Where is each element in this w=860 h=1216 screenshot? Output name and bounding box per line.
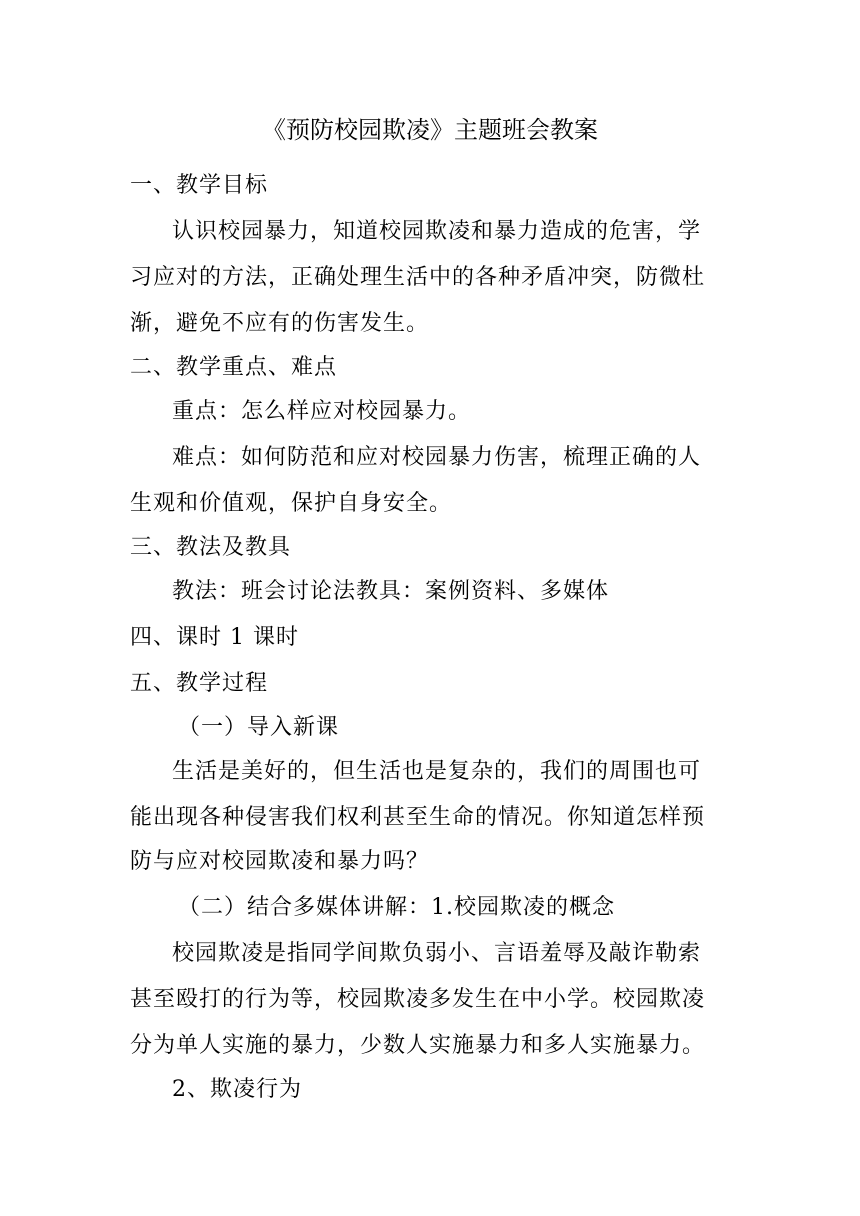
- paragraph-line: 能出现各种侵害我们权利甚至生命的情况。你知道怎样预: [130, 805, 706, 830]
- paragraph-line: 生活是美好的，但生活也是复杂的，我们的周围也可: [172, 759, 702, 784]
- paragraph-line: 认识校园暴力，知道校园欺凌和暴力造成的危害，学: [172, 219, 702, 244]
- paragraph-line: 教法：班会讨论法教具：案例资料、多媒体: [172, 579, 610, 604]
- subsection-heading-introduction: （一）导入新课: [178, 715, 340, 740]
- section-heading-class-hours: 四、课时 1 课时: [130, 625, 299, 650]
- document-title: 《预防校园欺凌》主题班会教案: [262, 116, 598, 144]
- paragraph-line: 生观和价值观，保护自身安全。: [130, 491, 453, 516]
- subsection-heading-bullying-behavior: 2、欺凌行为: [172, 1077, 302, 1102]
- paragraph-line: 难点：如何防范和应对校园暴力伤害，梳理正确的人: [172, 445, 702, 470]
- section-heading-objectives: 一、教学目标: [130, 173, 269, 198]
- paragraph-line: 甚至殴打的行为等，校园欺凌多发生在中小学。校园欺凌: [130, 987, 706, 1012]
- section-heading-methods: 三、教法及教具: [130, 535, 292, 560]
- paragraph-line: 习应对的方法，正确处理生活中的各种矛盾冲突，防微杜: [130, 265, 706, 290]
- section-heading-key-points: 二、教学重点、难点: [130, 355, 338, 380]
- paragraph-line: 校园欺凌是指同学间欺负弱小、言语羞辱及敲诈勒索: [172, 941, 702, 966]
- paragraph-line: 防与应对校园欺凌和暴力吗？: [130, 849, 430, 874]
- paragraph-line: 分为单人实施的暴力，少数人实施暴力和多人实施暴力。: [130, 1033, 706, 1058]
- paragraph-line: 渐，避免不应有的伤害发生。: [130, 311, 430, 336]
- paragraph-line: 重点：怎么样应对校园暴力。: [172, 399, 472, 424]
- subsection-heading-multimedia: （二）结合多媒体讲解：1.校园欺凌的概念: [178, 895, 615, 920]
- section-heading-process: 五、教学过程: [130, 671, 269, 696]
